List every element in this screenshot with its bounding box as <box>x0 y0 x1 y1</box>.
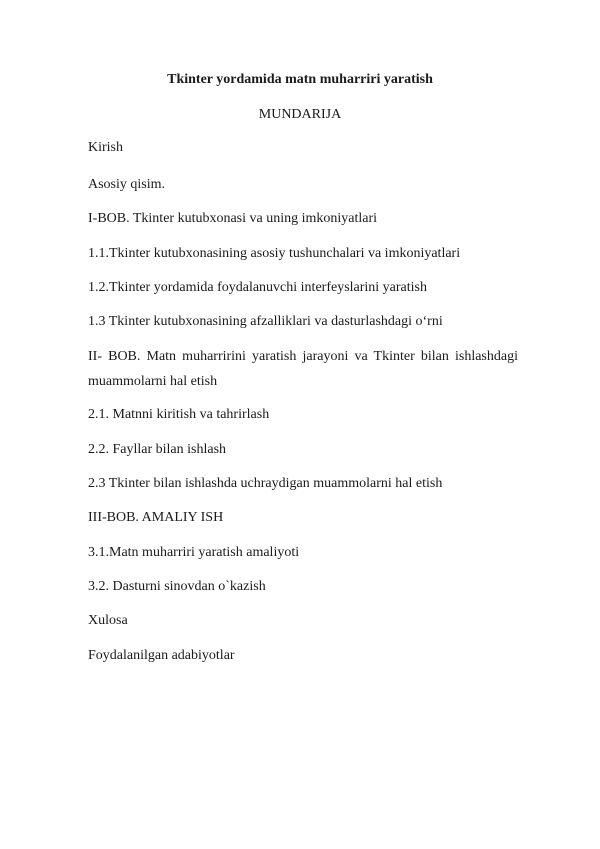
toc-item-section-2-3: 2.3 Tkinter bilan ishlashda uchraydigan muammolarni hal etish <box>88 476 443 491</box>
toc-item-section-2-1: 2.1. Matnni kiritish va tahrirlash <box>88 407 270 422</box>
toc-item-section-3-2: 3.2. Dasturni sinovdan o`kazish <box>88 579 266 594</box>
toc-item-chapter-3: III-BOB. AMALIY ISH <box>88 510 224 525</box>
toc-item-conclusion: Xulosa <box>88 613 128 628</box>
toc-item-introduction: Kirish <box>88 140 123 155</box>
toc-item-section-1-2: 1.2.Tkinter yordamida foydalanuvchi interfeyslarini yaratish <box>88 280 428 295</box>
toc-item-references: Foydalanilgan adabiyotlar <box>88 648 235 663</box>
toc-item-chapter-2: II- BOB. Matn muharririni yaratish jarayoni va Tkinter bilan ishlashdagi muammolarni hal etish <box>88 349 518 389</box>
table-of-contents-heading: MUNDARIJA <box>258 107 342 122</box>
toc-item-section-1-3: 1.3 Tkinter kutubxonasining afzalliklari va dasturlashdagi o‘rni <box>88 314 443 329</box>
toc-item-section-2-2: 2.2. Fayllar bilan ishlash <box>88 442 227 457</box>
toc-item-section-1-1: 1.1.Tkinter kutubxonasining asosiy tushunchalari va imkoniyatlari <box>88 246 461 261</box>
document-title: Tkinter yordamida matn muharriri yaratish <box>167 72 433 87</box>
toc-item-chapter-1: I-BOB. Tkinter kutubxonasi va uning imkoniyatlari <box>88 211 378 226</box>
toc-item-section-3-1: 3.1.Matn muharriri yaratish amaliyoti <box>88 545 300 560</box>
toc-item-main-part: Asosiy qisim. <box>88 177 166 192</box>
